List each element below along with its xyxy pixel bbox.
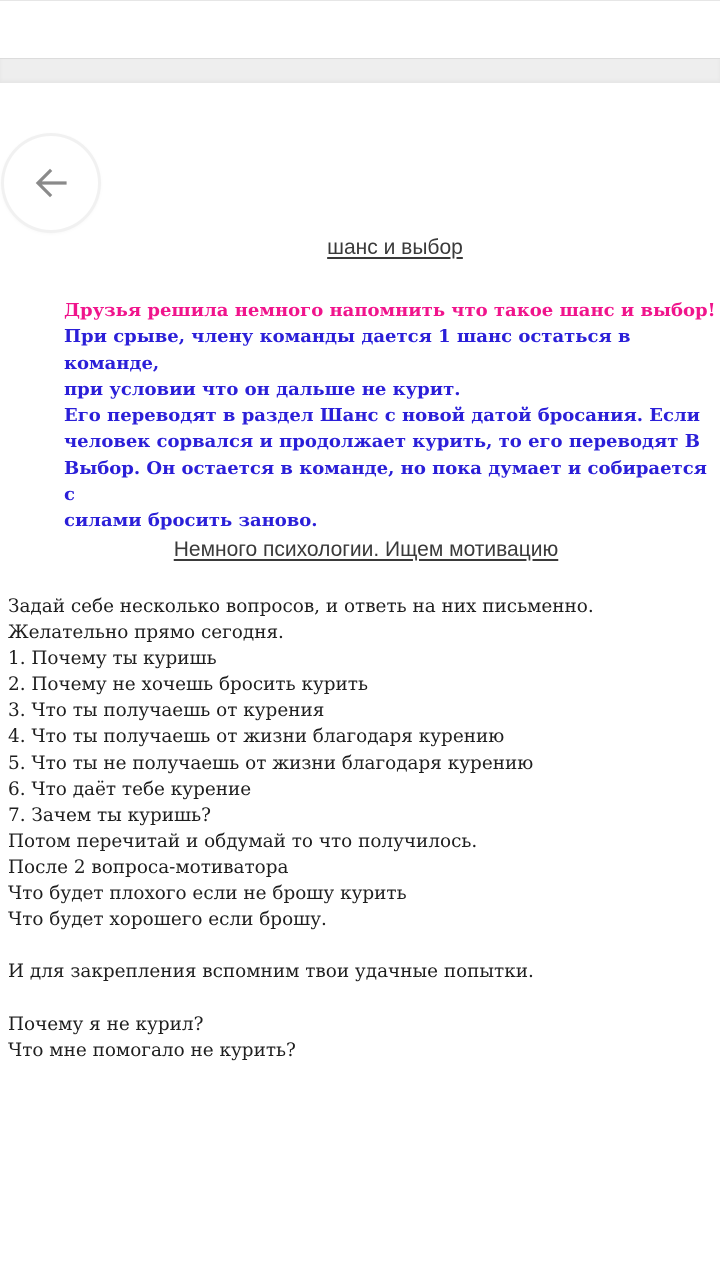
top-divider (0, 58, 720, 83)
intro-line: Задай себе несколько вопросов, и ответь на них письменно. (8, 596, 594, 617)
spacer (8, 933, 718, 959)
notice-line: человек сорвался и продолжает курить, то его переводят В (64, 431, 700, 453)
after-line: Что будет плохого если не брошу курить (8, 883, 407, 905)
question-item: 1. Почему ты куришь (8, 648, 217, 670)
spacer (8, 985, 718, 1011)
final-question: Что мне помогало не курить? (8, 1039, 296, 1061)
question-item: 7. Зачем ты куришь? (8, 804, 211, 826)
section-title-psychology: Немного психологии. Ищем мотивацию (173, 538, 559, 561)
after-line: После 2 вопроса-мотиватора (8, 856, 289, 878)
question-item: 5. Что ты не получаешь от жизни благодаря курению (8, 752, 534, 774)
notice-line: Его переводят в раздел Шанс с новой датой бросания. Если (64, 405, 700, 427)
after-line: Что будет хорошего если брошу. (8, 909, 327, 931)
section-title-chance-choice: шанс и выбор (327, 236, 463, 259)
top-bar (0, 0, 720, 59)
notice-block (64, 298, 720, 535)
question-item: 2. Почему не хочешь бросить курить (8, 674, 368, 696)
notice-line: при условии что он дальше не курит. (64, 378, 461, 400)
question-item: 6. Что даёт тебе курение (8, 778, 252, 800)
arrow-left-icon (31, 163, 71, 203)
reinforce-line: И для закрепления вспомним твои удачные попытки. (8, 961, 534, 983)
intro-line: Желательно прямо сегодня. (8, 622, 284, 644)
notice-line: силами бросить заново. (64, 510, 318, 532)
motivation-body (8, 594, 718, 1064)
final-question: Почему я не курил? (8, 1013, 204, 1035)
question-item: 3. Что ты получаешь от курения (8, 700, 325, 722)
notice-headline: Друзья решила немного напомнить что такое шанс и выбор! (64, 300, 716, 321)
question-item: 4. Что ты получаешь от жизни благодаря курению (8, 726, 505, 748)
notice-line: Выбор. Он остается в команде, но пока думает и собирается с (64, 457, 707, 506)
notice-line: При срыве, члену команды дается 1 шанс остаться в команде, (64, 326, 631, 374)
back-button[interactable] (4, 136, 98, 230)
after-line: Потом перечитай и обдумай то что получилось. (8, 830, 478, 852)
